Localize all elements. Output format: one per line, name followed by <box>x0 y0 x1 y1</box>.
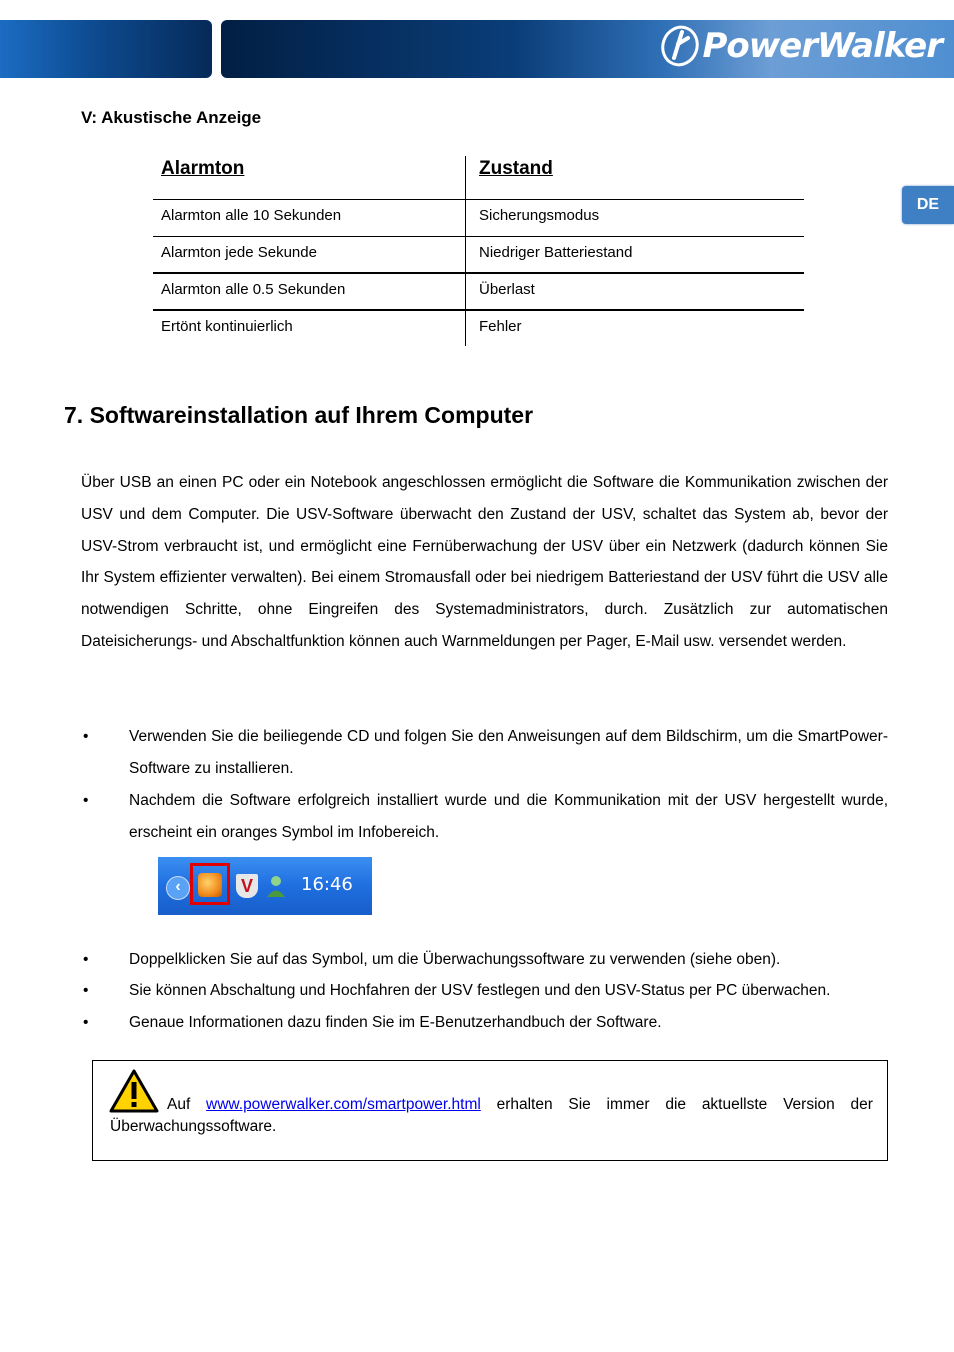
list-item-text: Nachdem die Software erfolgreich installiert wurde und die Kommunikation mit der USV hergestellt wurde, erscheint ein oranges Symbol im Infobereich. <box>129 792 888 841</box>
state-cell: Überlast <box>479 281 535 298</box>
table-row <box>153 199 804 236</box>
note-word: Version <box>783 1096 835 1113</box>
intro-paragraph: Über USB an einen PC oder ein Notebook angeschlossen ermöglicht die Software die Kommunikation zwischen der USV und dem Computer. Die USV-Software überwacht den Zustand der USV, schaltet das System ab, bevor der USV-Strom verbraucht ist, und ermöglicht eine Fernüberwachung der USV über ein Netzwerk (dadurch können Sie Ihr System effizienter verwalten). Bei einem Stromausfall oder bei niedrigem Batteriestand der USV führt die USV alle notwendigen Schritte, ohne Eingreifen des Systemadministrators, durch. Zusätzlich zur automatischen Dateisicherungs- und Abschaltfunktion können auch Warnmeldungen per Pager, E-Mail usw. versendet werden. <box>81 474 888 650</box>
user-network-icon <box>264 874 288 898</box>
note-word: immer <box>606 1096 650 1113</box>
list-item-text: Verwenden Sie die beiliegende CD und folgen Sie den Anweisungen auf dem Bildschirm, um die SmartPower-Software zu installieren. <box>129 728 888 777</box>
brand-name: PowerWalker <box>702 26 942 66</box>
list-item <box>81 944 888 976</box>
state-cell: Niedriger Batteriestand <box>479 244 633 261</box>
banner-left-block <box>0 20 212 78</box>
bullet-icon: • <box>83 982 89 999</box>
note-box <box>92 1060 888 1161</box>
bullet-icon: • <box>83 1014 89 1031</box>
powerwalker-logo-icon <box>658 24 702 68</box>
alarm-cell: Alarmton jede Sekunde <box>161 244 317 261</box>
header-zustand: Zustand <box>479 158 553 179</box>
table-row <box>153 273 804 310</box>
powerwalker-logo <box>658 24 942 68</box>
header-banner <box>0 20 954 78</box>
banner-main-block <box>221 20 954 78</box>
note-line: Überwachungssoftware. <box>110 1118 277 1135</box>
list-item-text: Sie können Abschaltung und Hochfahren der USV festlegen und den USV-Status per PC überwachen. <box>129 982 831 999</box>
table-row <box>153 310 804 347</box>
list-item-text: Doppelklicken Sie auf das Symbol, um die Überwachungssoftware zu verwenden (siehe oben). <box>129 951 781 968</box>
note-word: der <box>850 1096 873 1113</box>
system-tray-screenshot <box>158 857 372 915</box>
alarm-cell: Alarmton alle 10 Sekunden <box>161 207 342 224</box>
ups-software-icon <box>198 873 222 897</box>
note-word: die <box>665 1096 687 1113</box>
list-item <box>81 785 888 849</box>
chevron-left-icon: ‹ <box>166 876 190 900</box>
section-title: 7. Softwareinstallation auf Ihrem Computer <box>64 402 534 428</box>
alarm-cell: Ertönt kontinuierlich <box>161 318 293 335</box>
antivirus-shield-icon: V <box>236 874 258 898</box>
note-word: erhalten <box>496 1096 553 1113</box>
language-tab: DE <box>902 186 954 224</box>
note-line <box>167 1096 873 1114</box>
warning-icon <box>109 1069 159 1113</box>
note-word: Auf <box>167 1096 191 1113</box>
list-item-text: Genaue Informationen dazu finden Sie im E-Benutzerhandbuch der Software. <box>129 1014 662 1031</box>
tray-clock: 16:46 <box>301 874 353 895</box>
acoustic-indication-heading: V: Akustische Anzeige <box>81 108 262 127</box>
state-cell: Fehler <box>479 318 522 335</box>
alarm-cell: Alarmton alle 0.5 Sekunden <box>161 281 346 298</box>
table-row <box>153 236 804 273</box>
list-item <box>81 721 888 785</box>
alarm-table <box>153 156 804 347</box>
smartpower-link[interactable]: www.powerwalker.com/smartpower.html <box>206 1096 481 1113</box>
table-header-row <box>153 156 804 199</box>
note-word: aktuellste <box>701 1096 768 1113</box>
bullet-icon: • <box>83 951 89 968</box>
note-word: Sie <box>568 1096 591 1113</box>
list-item <box>81 1007 888 1039</box>
bullet-icon: • <box>83 728 89 745</box>
bullet-icon: • <box>83 792 89 809</box>
state-cell: Sicherungsmodus <box>479 207 600 224</box>
list-item <box>81 975 888 1007</box>
header-alarmton: Alarmton <box>161 158 245 179</box>
